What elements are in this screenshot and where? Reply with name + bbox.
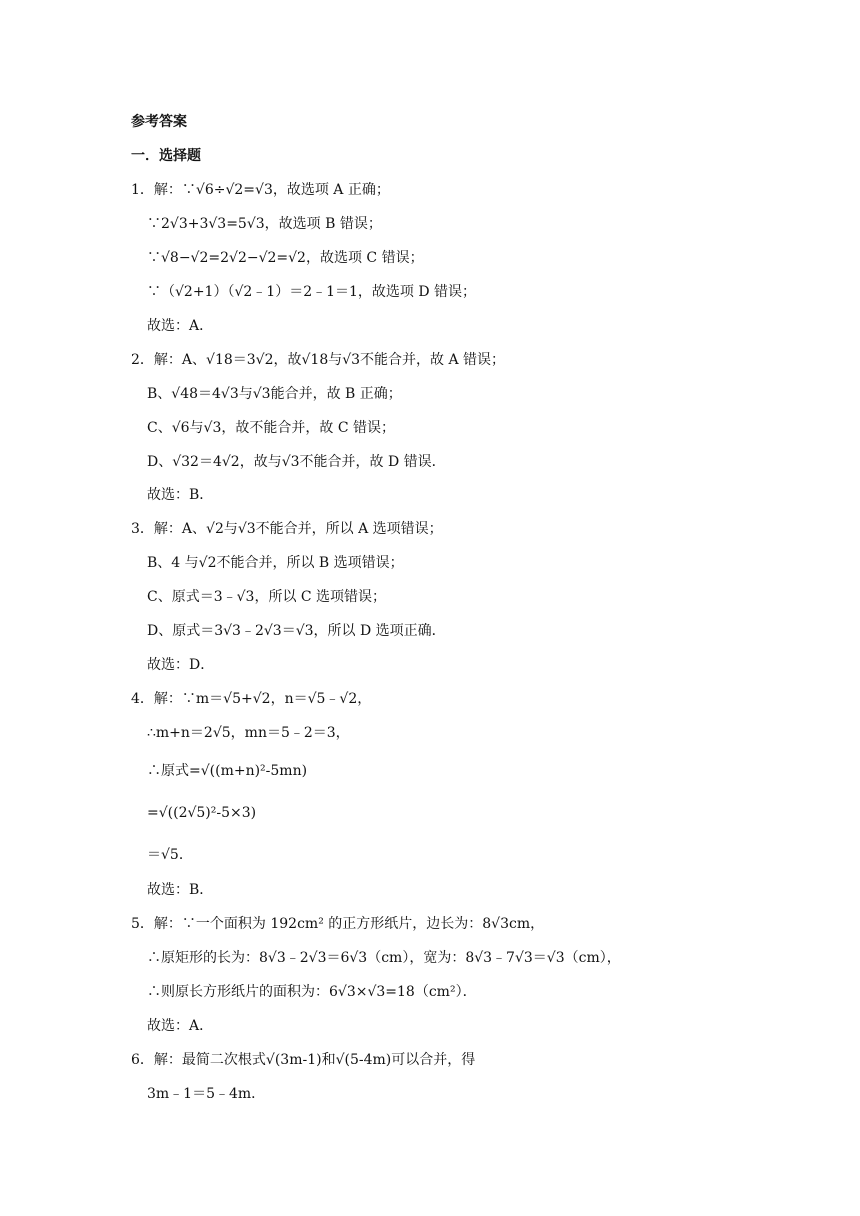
q2-line-4: D、√32＝4√2，故与√3不能合并，故 D 错误． — [147, 454, 446, 470]
answer-title: 参考答案 — [131, 114, 187, 130]
q2-line-3: C、√6与√3，故不能合并，故 C 错误； — [147, 420, 395, 436]
q1-answer: 故选：A． — [147, 318, 214, 334]
q4-answer: 故选：B． — [147, 882, 214, 898]
q4-line-2: ∴m+n＝2√5，mn＝5﹣2＝3， — [147, 725, 350, 741]
q1-line-1: 1．解：∵√6÷√2=√3，故选项 A 正确； — [131, 182, 390, 198]
q5-line-2: ∴原矩形的长为：8√3﹣2√3＝6√3（cm），宽为：8√3﹣7√3＝√3（cm）， — [147, 950, 621, 966]
q5-answer: 故选：A． — [147, 1018, 214, 1034]
q2-answer: 故选：B． — [147, 487, 214, 503]
q1-line-3: ∵√8−√2=2√2−√2=√2，故选项 C 错误； — [147, 250, 424, 266]
q6-line-2: 3m﹣1＝5﹣4m． — [147, 1086, 266, 1102]
q4-line-3: ∴原式=√((m+n)²-5mn) — [147, 763, 308, 779]
q5-line-3: ∴则原长方形纸片的面积为：6√3×√3=18（cm²）． — [147, 984, 477, 1000]
q2-line-2: B、√48＝4√3与√3能合并，故 B 正确； — [147, 386, 402, 402]
q3-line-3: C、原式＝3﹣√3，所以 C 选项错误； — [147, 589, 387, 605]
q1-line-2: ∵2√3+3√3=5√3，故选项 B 错误； — [147, 216, 382, 232]
q2-line-1: 2．解：A、√18＝3√2，故√18与√3不能合并，故 A 错误； — [131, 352, 506, 368]
q3-line-4: D、原式＝3√3﹣2√3＝√3，所以 D 选项正确． — [147, 623, 446, 639]
section-heading: 一．选择题 — [131, 148, 201, 164]
q3-answer: 故选：D． — [147, 657, 215, 673]
q4-line-5: ＝√5． — [147, 847, 193, 863]
q4-line-4: =√((2√5)²-5×3) — [147, 805, 257, 821]
q6-line-1: 6．解：最简二次根式√(3m-1)和√(5-4m)可以合并，得 — [131, 1052, 476, 1068]
q3-line-1: 3．解：A、√2与√3不能合并，所以 A 选项错误； — [131, 521, 443, 537]
q4-line-1: 4．解：∵m＝√5+√2，n＝√5﹣√2， — [131, 691, 372, 707]
q1-line-4: ∵（√2+1）（√2﹣1）＝2﹣1＝1，故选项 D 错误； — [147, 284, 477, 300]
q5-line-1: 5．解：∵一个面积为 192cm² 的正方形纸片，边长为：8√3cm， — [131, 916, 545, 932]
q3-line-2: B、4 与√2不能合并，所以 B 选项错误； — [147, 555, 404, 571]
